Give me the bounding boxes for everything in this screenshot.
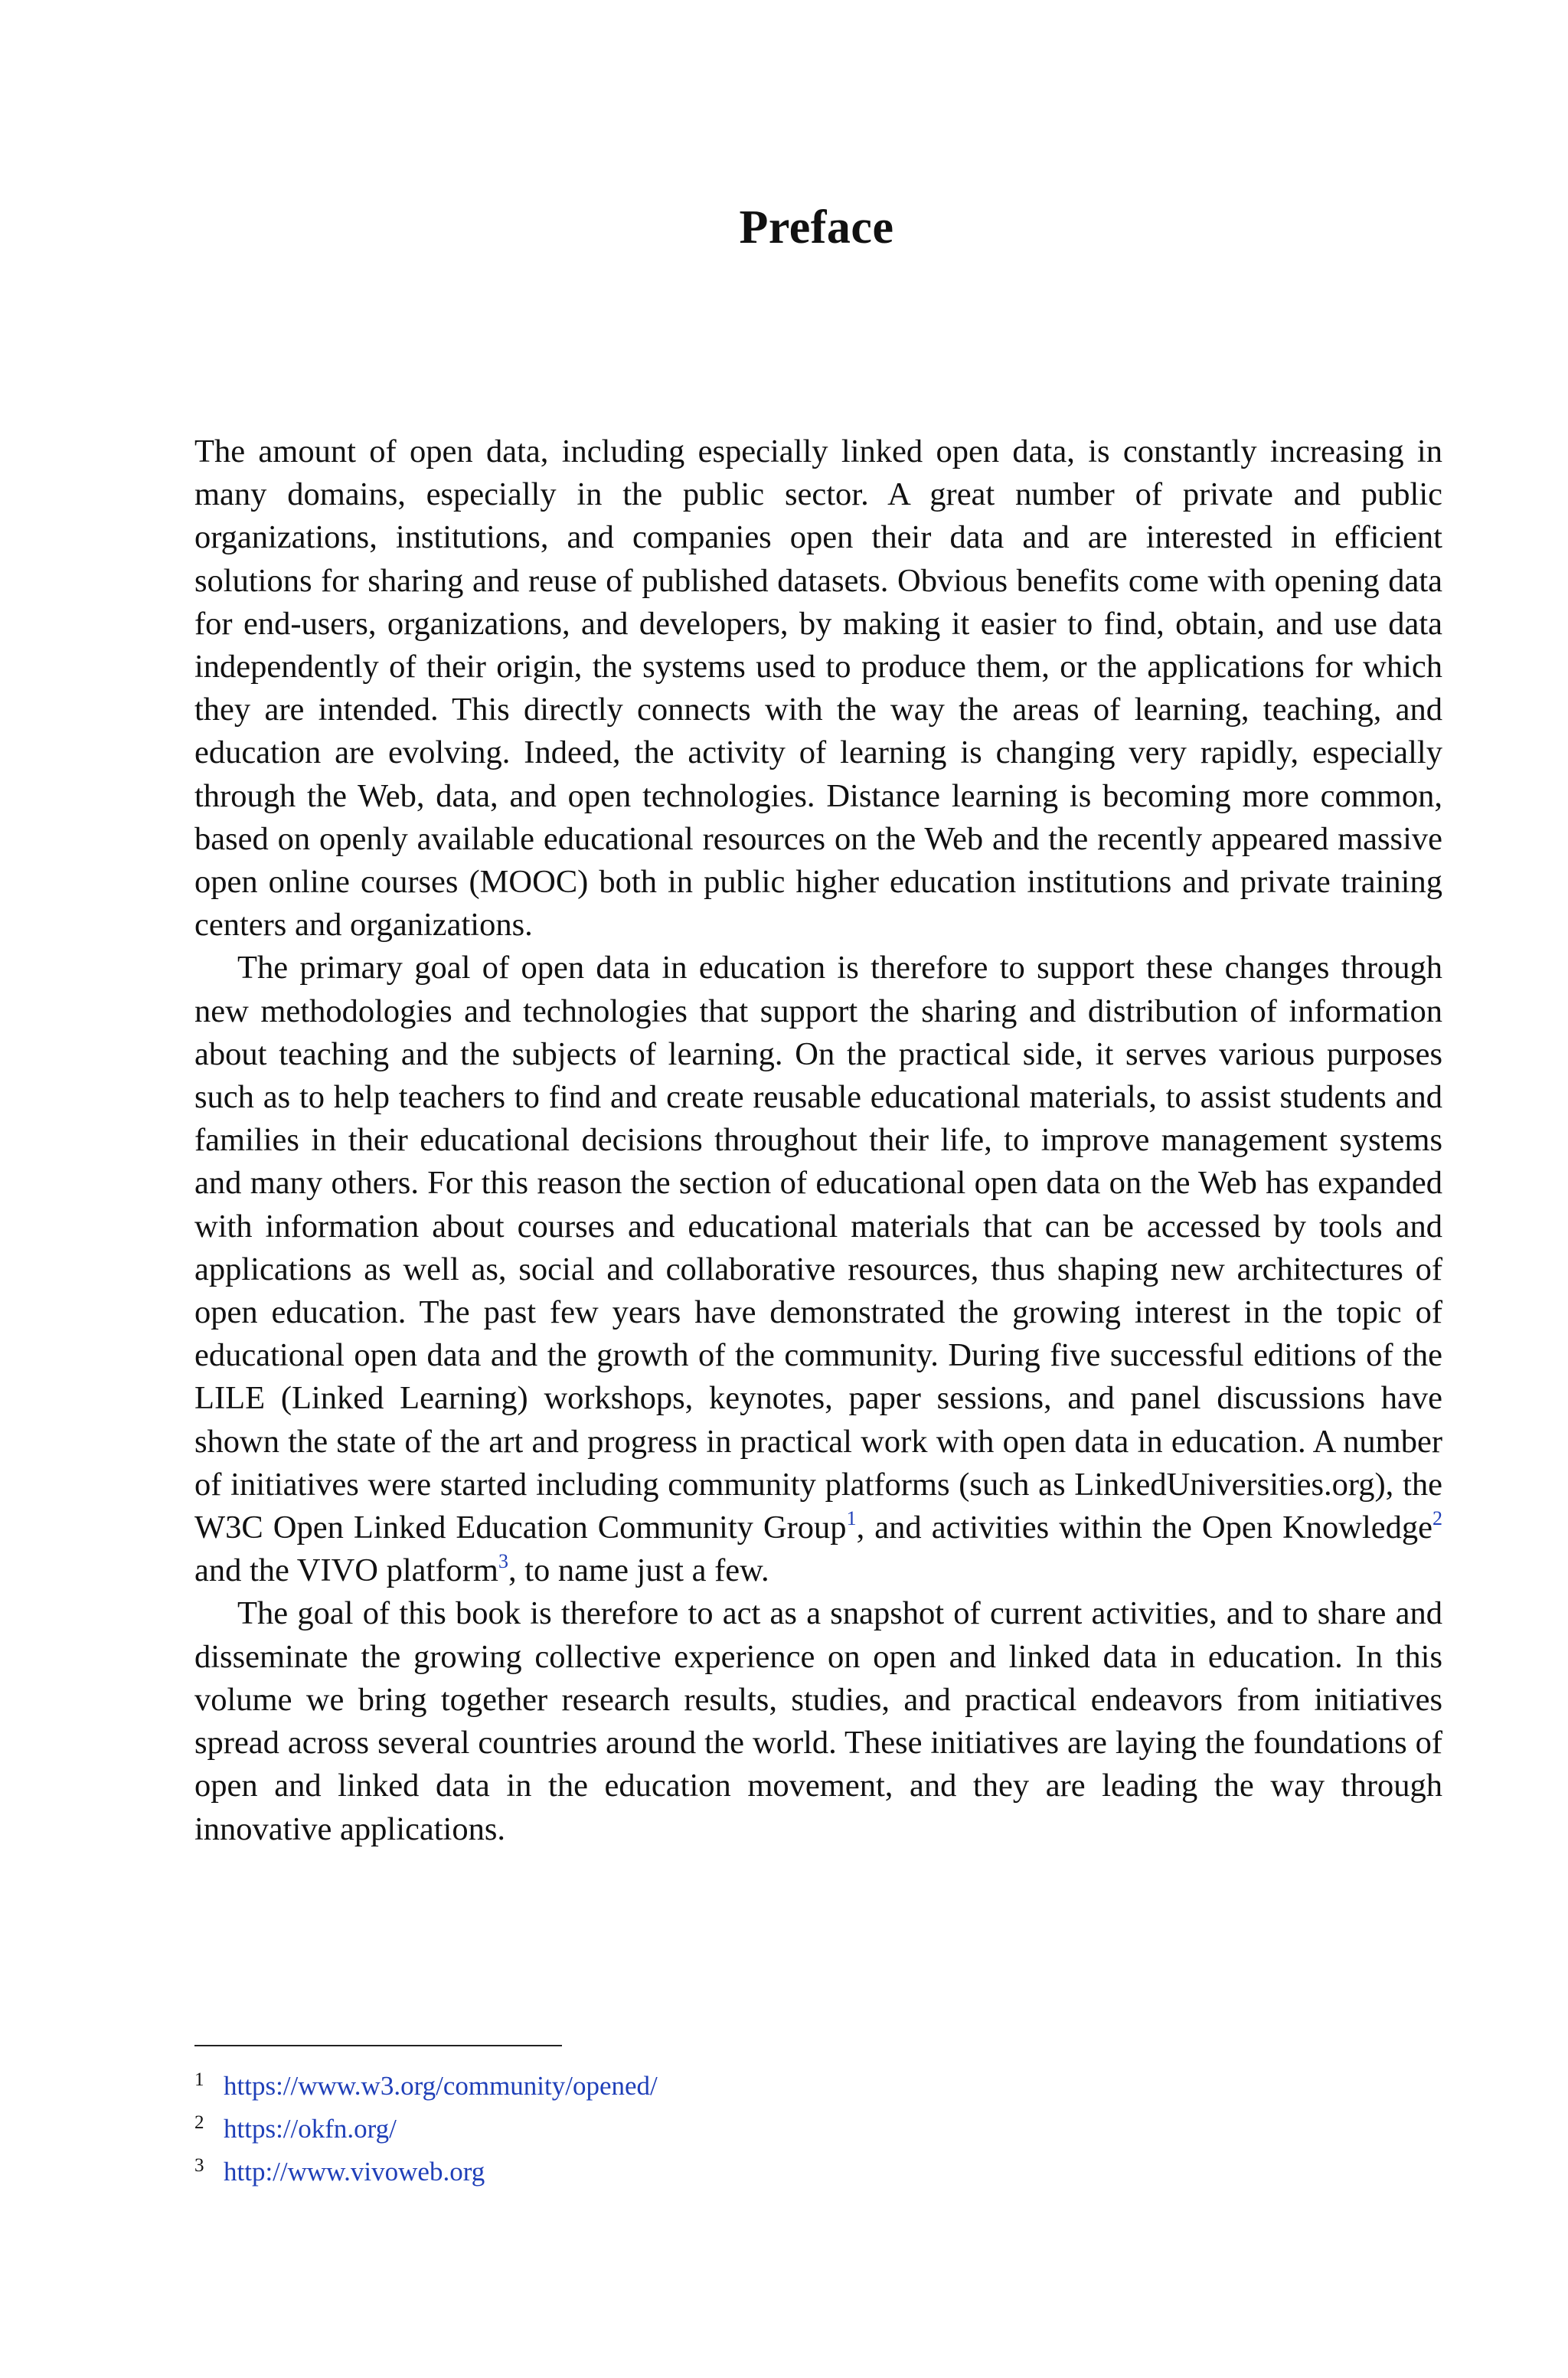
- footnote-ref-2[interactable]: 2: [1432, 1506, 1442, 1529]
- paragraph-2-text-c: and the VIVO platform: [194, 1552, 498, 1589]
- footnote-2: [194, 2108, 1442, 2151]
- footnote-link-w3c[interactable]: https://www.w3.org/community/opened/: [224, 2071, 658, 2101]
- paragraph-2: [194, 947, 1442, 1592]
- footnote-ref-1[interactable]: 1: [846, 1506, 857, 1529]
- footnote-divider: [194, 2045, 562, 2046]
- paragraph-1: The amount of open data, including especially linked open data, is constantly increasing in many domains, especially in the public sector. A great number of private and public organizations, institutions, and companies open their data and are interested in efficient solutions for sharing and reuse of published datasets. Obvious benefits come with opening data for end-users, organizations, and developers, by making it easier to find, obtain, and use data independently of their origin, the systems used to produce them, or the applications for which they are intended. This directly connects with the way the areas of learning, teaching, and education are evolving. Indeed, the activity of learning is changing very rapidly, especially through the Web, data, and open technologies. Distance learning is becoming more common, based on openly available educational resources on the Web and the recently appeared massive open online courses (MOOC) both in public higher education institutions and private training centers and organizations.: [194, 433, 1442, 944]
- footnote-number: 3: [194, 2155, 204, 2176]
- footnote-ref-3[interactable]: 3: [498, 1550, 508, 1573]
- footnote-number: 1: [194, 2069, 204, 2090]
- footnote-link-okfn[interactable]: https://okfn.org/: [224, 2114, 397, 2144]
- paragraph-2-text-a: The primary goal of open data in education is therefore to support these changes through new methodologies and technologies that support the sharing and distribution of information about teaching and the subjects of learning. On the practical side, it serves various purposes such as to help teachers to find and create reusable educational materials, to assist students and families in their educational decisions throughout their life, to improve management systems and many others. For this reason the section of educational open data on the Web has expanded with information about courses and educational materials that can be accessed by tools and applications as well as, social and collaborative resources, thus shaping new architectures of open education. The past few years have demonstrated the growing interest in the topic of educational open data and the growth of the community. During five successful editions of the LILE (Linked Learning) workshops, keynotes, paper sessions, and panel discussions have shown the state of the art and progress in practical work with open data in education. A number of initiatives were started including community platforms (such as LinkedUniversities.​org), the W3C Open Linked Education Community Group: [194, 950, 1442, 1546]
- footnote-number: 2: [194, 2112, 204, 2133]
- footnote-1: [194, 2065, 1442, 2108]
- footnote-link-vivo[interactable]: http://www.vivoweb.org: [224, 2157, 485, 2187]
- body-text: [194, 430, 1442, 1851]
- page-title: Preface: [739, 201, 894, 254]
- paragraph-2-text-b: , and activities within the Open Knowledge: [856, 1510, 1432, 1546]
- paragraph-3: The goal of this book is therefore to act as a snapshot of current activities, and to share and disseminate the growing collective experience on open and linked data in education. In this volume we bring together research results, studies, and practical endeavors from initiatives spread across several countries around the world. These initiatives are laying the foundations of open and linked data in the education movement, and they are leading the way through innovative applications.: [194, 1595, 1442, 1847]
- paragraph-2-text-d: , to name just a few.: [508, 1552, 769, 1589]
- footnote-3: [194, 2151, 1442, 2193]
- footnotes: [194, 2065, 1442, 2193]
